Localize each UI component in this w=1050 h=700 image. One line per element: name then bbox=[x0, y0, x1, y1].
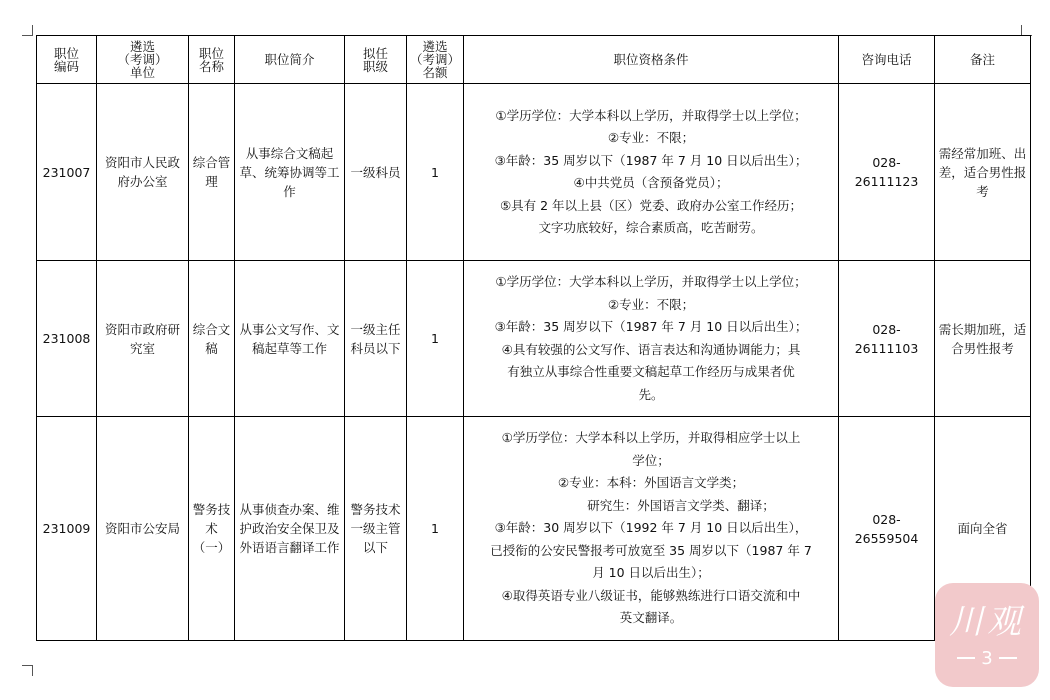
page-number-mark bbox=[957, 648, 1016, 669]
cell-intro: 从事侦查办案、维护政治安全保卫及外语语言翻译工作 bbox=[235, 417, 345, 641]
cell-name: 综合管理 bbox=[189, 84, 235, 261]
cell-unit: 资阳市政府研究室 bbox=[97, 261, 189, 417]
cell-intro: 从事公文写作、文稿起草等工作 bbox=[235, 261, 345, 417]
header-unit: 遴选 （考调） 单位 bbox=[97, 36, 189, 84]
cell-code: 231009 bbox=[37, 417, 97, 641]
cell-name: 警务技术（一） bbox=[189, 417, 235, 641]
cell-level: 一级科员 bbox=[345, 84, 407, 261]
header-code: 职位 编码 bbox=[37, 36, 97, 84]
cell-level: 一级主任科员以下 bbox=[345, 261, 407, 417]
table-row bbox=[37, 417, 1031, 641]
cell-remark: 面向全省 bbox=[935, 417, 1031, 641]
position-table bbox=[36, 35, 1031, 641]
qual-line: 已授衔的公安民警报考可放宽至 35 周岁以下（1987 年 7 bbox=[490, 542, 812, 558]
cell-unit: 资阳市人民政府办公室 bbox=[97, 84, 189, 261]
qual-line: 有独立从事综合性重要文稿起草工作经历与成果者优 bbox=[507, 364, 795, 379]
qual-line: ⑤具有 2 年以上县（区）党委、政府办公室工作经历； bbox=[499, 197, 803, 213]
qual-line: ④中共党员（含预备党员）； bbox=[573, 175, 729, 190]
qual-line: 学位； bbox=[632, 452, 670, 468]
header-level: 拟任 职级 bbox=[345, 36, 407, 84]
qual-line: ③年龄：35 周岁以下（1987 年 7 月 10 日以后出生）； bbox=[494, 152, 808, 168]
cell-quota: 1 bbox=[407, 417, 464, 641]
qual-line: 先。 bbox=[638, 386, 664, 402]
crop-mark-bottom-left bbox=[22, 665, 33, 676]
cell-quals bbox=[464, 417, 839, 641]
cell-quals bbox=[464, 84, 839, 261]
qual-line: ③年龄：35 周岁以下（1987 年 7 月 10 日以后出生）； bbox=[494, 319, 808, 334]
cell-quota: 1 bbox=[407, 261, 464, 417]
qual-line: ②专业：不限； bbox=[607, 296, 695, 312]
dash-right bbox=[999, 657, 1017, 659]
qual-line: 研究生：外国语言文学类、翻译； bbox=[587, 497, 775, 513]
cell-unit: 资阳市公安局 bbox=[97, 417, 189, 641]
header-phone: 咨询电话 bbox=[839, 36, 935, 84]
cell-intro: 从事综合文稿起草、统筹协调等工作 bbox=[235, 84, 345, 261]
qual-line: ①学历学位：大学本科以上学历，并取得相应学士以上 bbox=[501, 430, 801, 446]
header-intro: 职位简介 bbox=[235, 36, 345, 84]
qual-line: 文字功底较好，综合素质高，吃苦耐劳。 bbox=[538, 220, 764, 235]
qual-line: ④取得英语专业八级证书，能够熟练进行口语交流和中 bbox=[501, 587, 801, 603]
qual-line: ①学历学位：大学本科以上学历，并取得学士以上学位； bbox=[495, 107, 807, 123]
cell-level: 警务技术一级主管以下 bbox=[345, 417, 407, 641]
header-quota: 遴选 （考调） 名额 bbox=[407, 36, 464, 84]
logo-text: 川观 bbox=[949, 601, 1025, 642]
header-quals: 职位资格条件 bbox=[464, 36, 839, 84]
table-row bbox=[37, 261, 1031, 417]
qual-line: 月 10 日以后出生）； bbox=[592, 565, 710, 581]
header-name: 职位 名称 bbox=[189, 36, 235, 84]
cell-quals bbox=[464, 261, 839, 417]
qual-line: ③年龄：30 周岁以下（1992 年 7 月 10 日以后出生）， bbox=[494, 520, 808, 536]
table-row bbox=[37, 84, 1031, 261]
qual-line: ②专业：本科：外国语言文学类； bbox=[557, 475, 745, 491]
qual-line: 英文翻译。 bbox=[619, 610, 683, 626]
qual-line: ④具有较强的公文写作、语言表达和沟通协调能力；具 bbox=[501, 341, 801, 357]
cell-code: 231008 bbox=[37, 261, 97, 417]
cell-phone: 028-26111123 bbox=[839, 84, 935, 261]
dash-left bbox=[957, 657, 975, 659]
qual-line: ①学历学位：大学本科以上学历，并取得学士以上学位； bbox=[495, 274, 807, 289]
header-row bbox=[37, 36, 1031, 84]
cell-phone: 028-26559504 bbox=[839, 417, 935, 641]
qual-line: ②专业：不限； bbox=[607, 130, 695, 145]
cell-code: 231007 bbox=[37, 84, 97, 261]
cell-phone: 028-26111103 bbox=[839, 261, 935, 417]
header-remark: 备注 bbox=[935, 36, 1031, 84]
cell-name: 综合文稿 bbox=[189, 261, 235, 417]
page-number: 3 bbox=[981, 647, 993, 669]
cell-quota: 1 bbox=[407, 84, 464, 261]
crop-mark-top-left bbox=[22, 25, 33, 36]
watermark-logo bbox=[935, 583, 1039, 687]
cell-remark: 需长期加班，适合男性报考 bbox=[935, 261, 1031, 417]
cell-remark: 需经常加班、出差，适合男性报考 bbox=[935, 84, 1031, 261]
